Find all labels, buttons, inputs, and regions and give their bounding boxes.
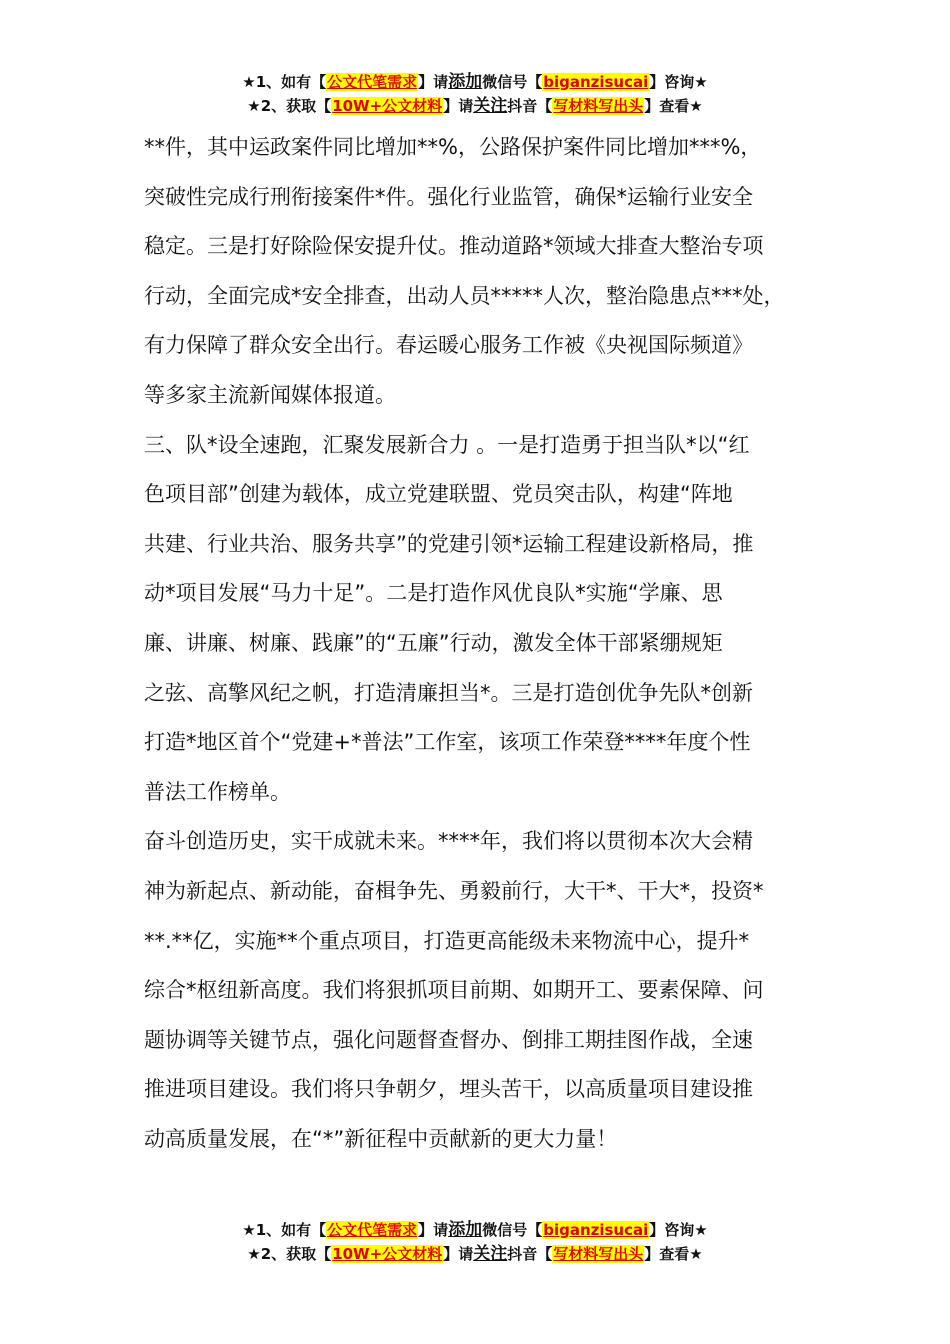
body-line: 等多家主流新闻媒体报道。 <box>144 382 396 407</box>
highlight-douyin: 写材料写出头 <box>553 97 644 115</box>
banner-line-2: ★2、获取【10W+公文材料】请关注抖音【写材料写出头】查看★ <box>247 1244 703 1264</box>
body-line: 廉、讲廉、树廉、践廉”的“五廉”行动，激发全体干部紧绷规矩 <box>144 630 723 655</box>
highlight-wechat-id: biganzisucai <box>543 73 649 91</box>
body-line: **件，其中运政案件同比增加**%，公路保护案件同比增加***%， <box>144 135 762 159</box>
body-line: 神为新起点、新动能，奋楫争先、勇毅前行，大干*、干大*，投资* <box>144 878 764 903</box>
highlight-ghostwriting: 公文代笔需求 <box>327 1221 418 1239</box>
highlight-ghostwriting: 公文代笔需求 <box>327 73 418 91</box>
banner-line-1: ★1、如有【公文代笔需求】请添加微信号【biganzisucai】咨询★ <box>242 72 708 92</box>
highlight-douyin: 写材料写出头 <box>553 1245 644 1263</box>
header-banner <box>0 70 950 118</box>
body-line: 普法工作榜单。 <box>144 779 291 804</box>
body-line: 色项目部”创建为载体，成立党建联盟、党员突击队，构建“阵地 <box>144 482 733 507</box>
highlight-materials: 10W+公文材料 <box>332 97 443 115</box>
body-line: 题协调等关键节点，强化问题督查督办、倒排工期挂图作战，全速 <box>144 1027 753 1052</box>
highlight-materials: 10W+公文材料 <box>332 1245 443 1263</box>
body-line: 综合*枢纽新高度。我们将狠抓项目前期、如期开工、要素保障、问 <box>144 978 764 1003</box>
body-line: 突破性完成行刑衔接案件*件。强化行业监管，确保*运输行业安全 <box>144 184 753 209</box>
body-line: 行动，全面完成*安全排查，出动人员*****人次，整治隐患点***处， <box>144 283 785 308</box>
body-line: 之弦、高擎风纪之帆，打造清廉担当*。三是打造创优争先队*创新 <box>144 680 753 705</box>
body-line: 有力保障了群众安全出行。春运暖心服务工作被《央视国际频道》 <box>144 333 753 358</box>
document-body <box>144 123 816 1164</box>
body-line: 共建、行业共治、服务共享”的党建引领*运输工程建设新格局，推 <box>144 531 754 556</box>
body-line: 稳定。三是打好除险保安提升仗。推动道路*领域大排查大整治专项 <box>144 234 764 259</box>
body-line: **.**亿，实施**个重点项目，打造更高能级未来物流中心，提升* <box>144 928 750 953</box>
banner-line-2: ★2、获取【10W+公文材料】请关注抖音【写材料写出头】查看★ <box>247 96 703 116</box>
body-line: 奋斗创造历史，实干成就未来。****年，我们将以贯彻本次大会精 <box>144 829 753 854</box>
body-line: 三、队*设全速跑，汇聚发展新合力 。一是打造勇于担当队*以“红 <box>144 432 750 457</box>
body-line: 动*项目发展“马力十足”。二是打造作风优良队*实施“学廉、思 <box>144 581 723 606</box>
body-line: 推进项目建设。我们将只争朝夕，埋头苦干，以高质量项目建设推 <box>144 1077 753 1102</box>
body-line: 打造*地区首个“党建+*普法”工作室，该项工作荣登****年度个性 <box>144 730 751 755</box>
banner-line-1: ★1、如有【公文代笔需求】请添加微信号【biganzisucai】咨询★ <box>242 1220 708 1240</box>
footer-banner <box>0 1218 950 1266</box>
body-line: 动高质量发展，在“*”新征程中贡献新的更大力量！ <box>144 1126 618 1151</box>
highlight-wechat-id: biganzisucai <box>543 1221 649 1239</box>
